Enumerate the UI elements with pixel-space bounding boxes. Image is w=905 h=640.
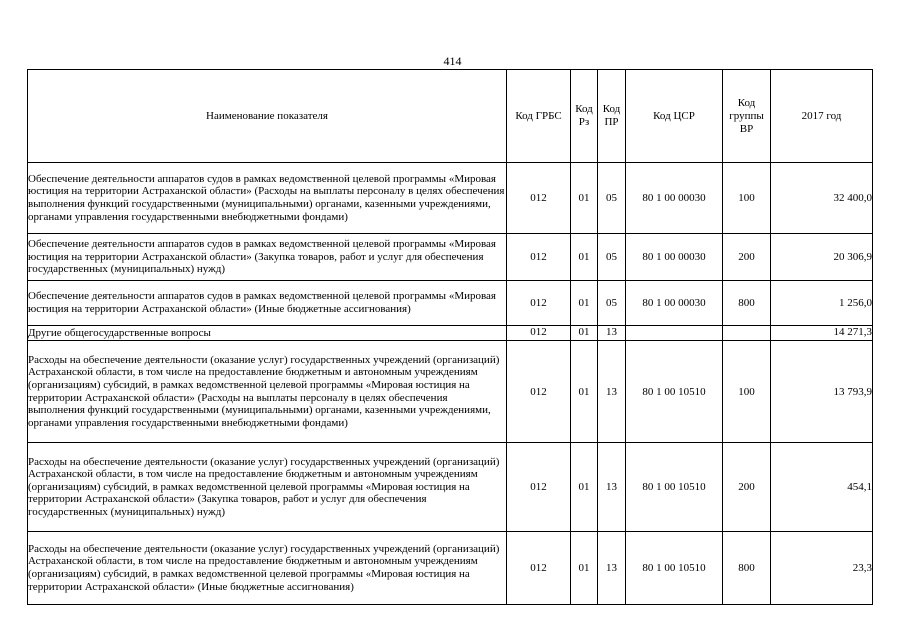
- row-grbs: 012: [507, 532, 571, 605]
- row-csr: 80 1 00 00030: [626, 163, 723, 234]
- row-grbs: 012: [507, 341, 571, 443]
- row-csr: 80 1 00 00030: [626, 281, 723, 326]
- row-name: Другие общегосударственные вопросы: [28, 326, 507, 341]
- row-csr: 80 1 00 00030: [626, 234, 723, 281]
- row-name: Расходы на обеспечение деятельности (оказание услуг) государственных учреждений (организаций) Астраханской области, в том числе на предоставление бюджетным и автономным учреждениям (организациям) субсидий, в рамках ведомственной целевой программы «Мировая юстиция на территории Астраханской области» (Иные бюджетные ассигнования): [28, 532, 507, 605]
- header-row: [28, 70, 873, 163]
- row-rz: 01: [571, 281, 598, 326]
- table-row: [28, 443, 873, 532]
- row-vr: 200: [723, 234, 771, 281]
- table-row: [28, 341, 873, 443]
- row-rz: 01: [571, 326, 598, 341]
- row-amount: 23,3: [771, 532, 873, 605]
- row-name: Расходы на обеспечение деятельности (оказание услуг) государственных учреждений (организаций) Астраханской области, в том числе на предоставление бюджетным и автономным учреждениям (организациям) субсидий, в рамках ведомственной целевой программы «Мировая юстиция на территории Астраханской области» (Расходы на выплаты персоналу в целях обеспечения выполнения функций государственными (муниципальными) органами, казенными учреждениями, органами управления государственными внебюджетными фондами): [28, 341, 507, 443]
- table-row: [28, 163, 873, 234]
- row-vr: 100: [723, 341, 771, 443]
- table-row: [28, 532, 873, 605]
- row-csr: 80 1 00 10510: [626, 341, 723, 443]
- row-grbs: 012: [507, 443, 571, 532]
- row-rz: 01: [571, 532, 598, 605]
- budget-table: [27, 69, 873, 605]
- row-amount: 13 793,9: [771, 341, 873, 443]
- row-csr: [626, 326, 723, 341]
- row-amount: 20 306,9: [771, 234, 873, 281]
- row-name: Обеспечение деятельности аппаратов судов в рамках ведомственной целевой программы «Мировая юстиция на территории Астраханской области» (Иные бюджетные ассигнования): [28, 281, 507, 326]
- table-row: [28, 234, 873, 281]
- row-amount: 454,1: [771, 443, 873, 532]
- row-vr: 200: [723, 443, 771, 532]
- page-number: 414: [443, 54, 462, 68]
- header-pr: Код ПР: [598, 70, 626, 163]
- row-name: Обеспечение деятельности аппаратов судов в рамках ведомственной целевой программы «Мировая юстиция на территории Астраханской области» (Расходы на выплаты персоналу в целях обеспечения выполнения функций государственными (муниципальными) органами, казенными учреждениями, органами управления государственными внебюджетными фондами): [28, 163, 507, 234]
- row-vr: 100: [723, 163, 771, 234]
- row-grbs: 012: [507, 234, 571, 281]
- row-vr: [723, 326, 771, 341]
- header-year: 2017 год: [771, 70, 873, 163]
- header-rz: Код Рз: [571, 70, 598, 163]
- row-amount: 1 256,0: [771, 281, 873, 326]
- row-rz: 01: [571, 234, 598, 281]
- row-name: Расходы на обеспечение деятельности (оказание услуг) государственных учреждений (организаций) Астраханской области, в том числе на предоставление бюджетным и автономным учреждениям (организациям) субсидий, в рамках ведомственной целевой программы «Мировая юстиция на территории Астраханской области» (Закупка товаров, работ и услуг для обеспечения государственных (муниципальных) нужд): [28, 443, 507, 532]
- header-csr: Код ЦСР: [626, 70, 723, 163]
- row-rz: 01: [571, 341, 598, 443]
- row-csr: 80 1 00 10510: [626, 532, 723, 605]
- row-grbs: 012: [507, 326, 571, 341]
- row-grbs: 012: [507, 163, 571, 234]
- row-amount: 14 271,3: [771, 326, 873, 341]
- row-pr: 13: [598, 341, 626, 443]
- row-rz: 01: [571, 163, 598, 234]
- row-pr: 05: [598, 163, 626, 234]
- row-rz: 01: [571, 443, 598, 532]
- row-pr: 05: [598, 281, 626, 326]
- row-pr: 13: [598, 443, 626, 532]
- row-vr: 800: [723, 532, 771, 605]
- header-vr: Код группы ВР: [723, 70, 771, 163]
- header-grbs: Код ГРБС: [507, 70, 571, 163]
- row-amount: 32 400,0: [771, 163, 873, 234]
- row-csr: 80 1 00 10510: [626, 443, 723, 532]
- row-name: Обеспечение деятельности аппаратов судов в рамках ведомственной целевой программы «Мировая юстиция на территории Астраханской области» (Закупка товаров, работ и услуг для обеспечения государственных (муниципальных) нужд): [28, 234, 507, 281]
- row-pr: 05: [598, 234, 626, 281]
- row-pr: 13: [598, 532, 626, 605]
- row-vr: 800: [723, 281, 771, 326]
- row-grbs: 012: [507, 281, 571, 326]
- header-name: Наименование показателя: [28, 70, 507, 163]
- table-row: [28, 281, 873, 326]
- row-pr: 13: [598, 326, 626, 341]
- table-row: [28, 326, 873, 341]
